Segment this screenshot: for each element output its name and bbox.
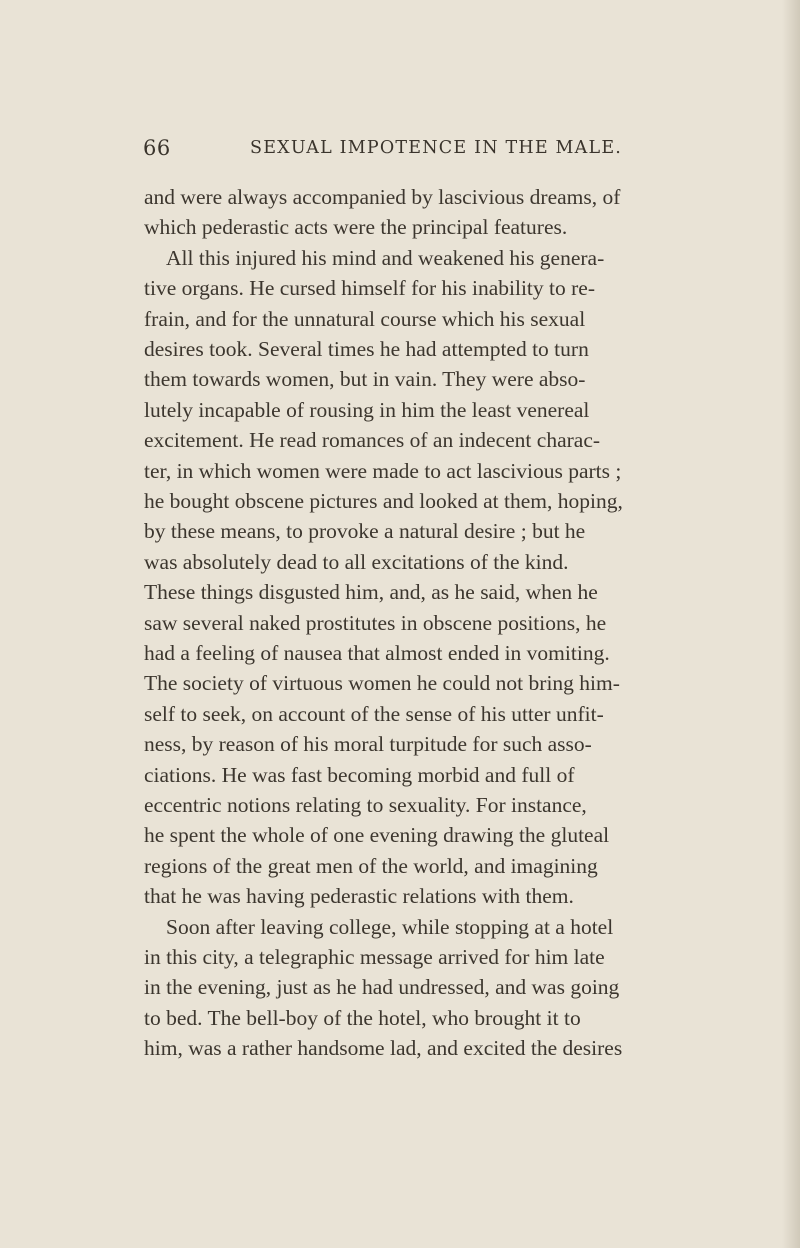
text-line: he bought obscene pictures and looked at them, hoping, bbox=[144, 489, 623, 513]
text-line: he spent the whole of one evening drawing the gluteal bbox=[144, 823, 610, 847]
text-line: ness, by reason of his moral turpitude for such asso- bbox=[144, 732, 592, 756]
text-line: and were always accompanied by lascivious dreams, of bbox=[144, 185, 621, 209]
text-line: lutely incapable of rousing in him the least venereal bbox=[144, 398, 590, 422]
text-line: saw several naked prostitutes in obscene positions, he bbox=[144, 611, 607, 635]
text-line: ter, in which women were made to act lascivious parts ; bbox=[144, 459, 622, 483]
paragraph-start-line: Soon after leaving college, while stopping at a hotel bbox=[166, 915, 614, 939]
text-line: them towards women, but in vain. They were abso- bbox=[144, 367, 586, 391]
text-line: by these means, to provoke a natural desire ; but he bbox=[144, 519, 586, 543]
text-line: excitement. He read romances of an indecent charac- bbox=[144, 428, 601, 452]
paragraph-start-line: All this injured his mind and weakened his genera- bbox=[166, 246, 605, 270]
text-line: to bed. The bell-boy of the hotel, who brought it to bbox=[144, 1006, 581, 1030]
text-line: him, was a rather handsome lad, and excited the desires bbox=[144, 1036, 623, 1060]
body-text bbox=[144, 184, 623, 1060]
text-line: self to seek, on account of the sense of his utter unfit- bbox=[144, 702, 604, 726]
text-line: eccentric notions relating to sexuality. For instance, bbox=[144, 793, 587, 817]
text-line: which pederastic acts were the principal features. bbox=[144, 215, 568, 239]
text-line: that he was having pederastic relations with them. bbox=[144, 884, 574, 908]
text-line: had a feeling of nausea that almost ended in vomiting. bbox=[144, 641, 610, 665]
text-line: in the evening, just as he had undressed, and was going bbox=[144, 975, 620, 999]
text-line: desires took. Several times he had attempted to turn bbox=[144, 337, 589, 361]
text-line: in this city, a telegraphic message arrived for him late bbox=[144, 945, 605, 969]
running-title: SEXUAL IMPOTENCE IN THE MALE. bbox=[250, 138, 623, 158]
text-line: tive organs. He cursed himself for his inability to re- bbox=[144, 276, 595, 300]
page-number: 66 bbox=[143, 136, 171, 160]
text-line: ciations. He was fast becoming morbid and full of bbox=[144, 763, 575, 787]
text-line: These things disgusted him, and, as he said, when he bbox=[144, 580, 598, 604]
page-edge-shadow bbox=[782, 0, 800, 1248]
text-line: frain, and for the unnatural course which his sexual bbox=[144, 307, 586, 331]
text-line: was absolutely dead to all excitations of the kind. bbox=[144, 550, 569, 574]
page-header bbox=[143, 136, 623, 170]
text-line: regions of the great men of the world, and imagining bbox=[144, 854, 598, 878]
text-line: The society of virtuous women he could not bring him- bbox=[144, 671, 620, 695]
